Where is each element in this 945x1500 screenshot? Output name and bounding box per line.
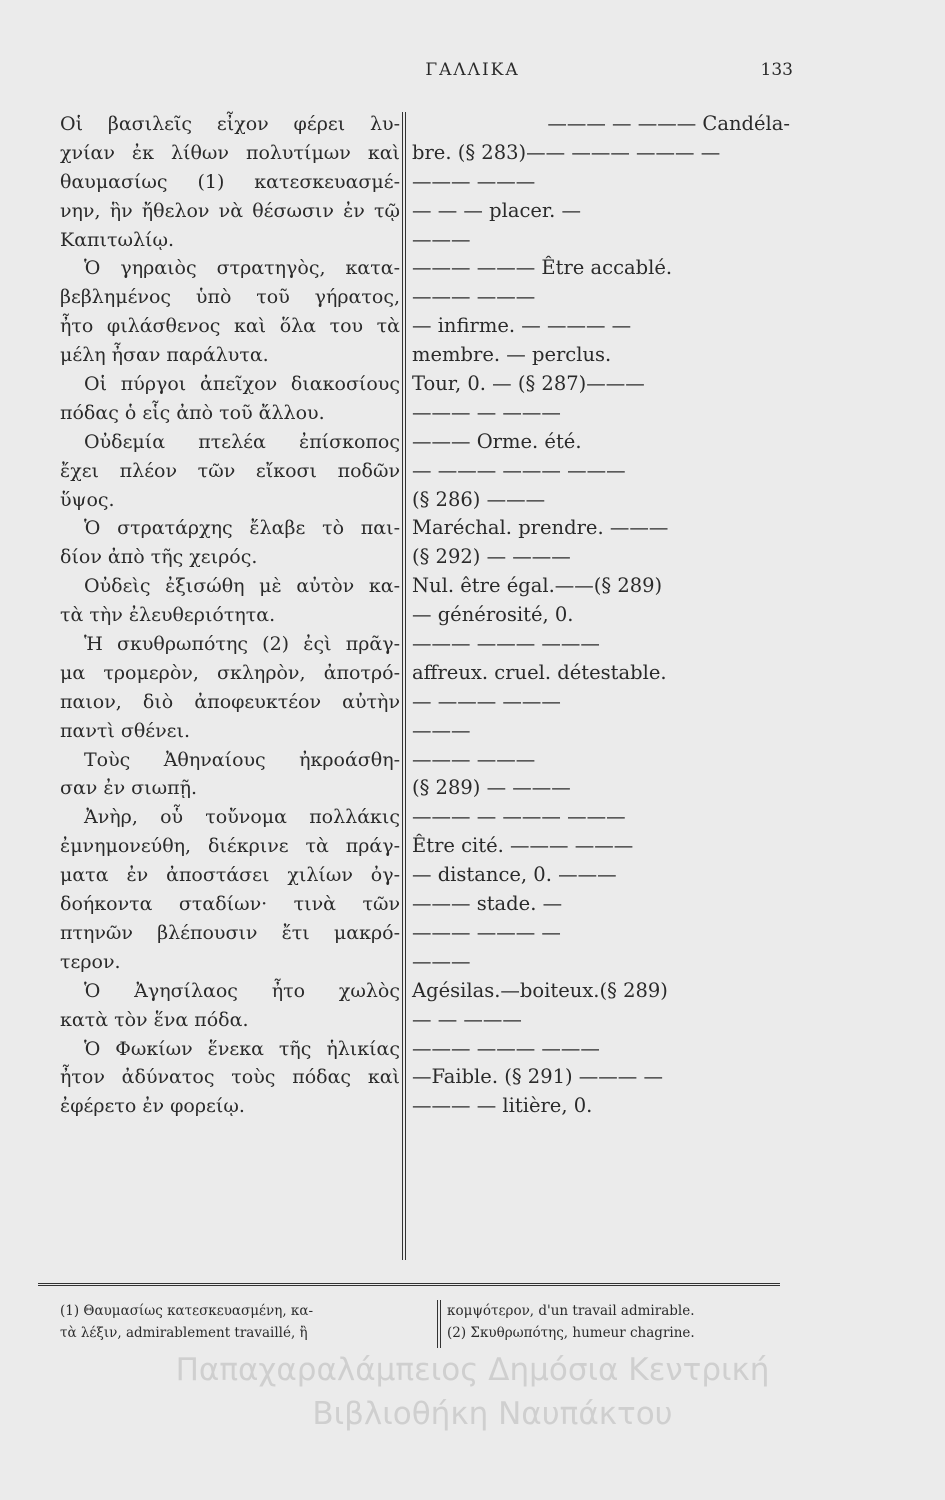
french-text-line: — ——— ——— ——— [412,458,626,482]
greek-text-line: Ὁ Φωκίων ἕνεκα τῆς ἡλικίας [84,1037,400,1060]
footnote-line: (1) Θαυμασίως κατεσκευασμένη, κα- [60,1303,314,1319]
greek-text-line: βεβλημένος ὑπὸ τοῦ γήρατος, [60,286,400,309]
greek-text-line: μα τρομερὸν, σκληρὸν, ἀποτρό- [60,661,400,684]
greek-text-line: τὰ τὴν ἐλευθεριότητα. [60,604,276,627]
french-text-line: Nul. être égal.——(§ 289) [412,574,663,598]
page-number: 133 [760,60,793,80]
french-text-line: (§ 286) ——— [412,487,546,511]
french-text-line: —Faible. (§ 291) ——— — [412,1065,664,1089]
french-text-line: ——— Orme. été. [412,429,582,453]
greek-text-line: ἐμνημονεύθη, διέκρινε τὰ πράγ- [60,835,400,858]
french-text-line: ——— — litière, 0. [412,1094,593,1118]
greek-text-line: Ἀνὴρ, οὗ τοὔνομα πολλάκις [84,806,400,829]
greek-text-line: κατὰ τὸν ἕνα πόδα. [60,1008,249,1031]
greek-text-line: Οὐδεὶς ἐξισώθη μὲ αὐτὸν κα- [84,575,400,598]
french-text-line: Maréchal. prendre. ——— [412,516,669,540]
french-text-line: ——— ——— [412,747,536,771]
greek-text-line: Καπιτωλίῳ. [60,228,174,251]
french-text-line: membre. — perclus. [412,343,612,367]
greek-text-line: δίον ἀπὸ τῆς χειρός. [60,546,258,569]
greek-text-line: χνίαν ἐκ λίθων πολυτίμων καὶ [60,141,400,164]
french-text-line: — — ——— [412,1007,522,1031]
greek-column [60,110,400,1121]
greek-text-line: ματα ἐν ἀποστάσει χιλίων ὀγ- [60,864,400,887]
french-text-line: Agésilas.—boiteux.(§ 289) [412,978,668,1002]
greek-text-line: θαυμασίως (1) κατεσκευασμέ- [60,170,400,193]
footnote-line: (2) Σκυθρωπότης, humeur chagrine. [447,1325,695,1341]
greek-text-line: Ὁ Ἀγησίλαος ἦτο χωλὸς [84,979,400,1002]
greek-text-line: νην, ἣν ἤθελον νὰ θέσωσιν ἐν τῷ [60,199,400,222]
greek-text-line: παιον, διὸ ἀποφευκτέον αὐτὴν [60,690,400,713]
footnote-line: τὰ λέξιν, admirablement travaillé, ἢ [60,1325,308,1341]
column-divider [402,112,403,1260]
french-text-line: ——— ——— ——— [412,632,600,656]
french-column [412,110,790,1121]
greek-text-line: δοήκοντα σταδίων· τινὰ τῶν [60,893,400,916]
french-text-line: — infirme. — ——— — [412,314,632,338]
footnotes-left [60,1300,432,1344]
footnote-rule [38,1283,780,1286]
greek-text-line: Ὁ στρατάρχης ἔλαβε τὸ παι- [84,517,400,540]
french-text-line: (§ 292) — ——— [412,545,571,569]
french-text-line: (§ 289) — ——— [412,776,571,800]
greek-text-line: τερον. [60,950,121,973]
french-text-line: — — — placer. — [412,198,581,222]
french-text-line: ——— ——— Être accablé. [412,256,673,280]
french-text-line: ——— [412,949,471,973]
footnotes-right [447,1300,777,1344]
greek-text-line: Ὁ γηραιὸς στρατηγὸς, κατα- [84,257,400,280]
page-header [0,60,945,90]
greek-text-line: Τοὺς Ἀθηναίους ἠκροάσθη- [84,748,400,771]
french-text-line: ——— — ——— Candéla- [547,112,790,135]
french-text-line: — distance, 0. ——— [412,863,617,887]
french-text-line: ——— — ——— [412,400,561,424]
watermark-line-2: Βιβλιοθήκη Ναυπάκτου [312,1396,673,1432]
french-text-line: ——— [412,718,471,742]
french-text-line: — générosité, 0. [412,603,574,627]
greek-text-line: Οὐδεμία πτελέα ἐπίσκοπος [84,430,400,453]
greek-text-line: Οἱ βασιλεῖς εἶχον φέρει λυ- [60,113,400,135]
greek-text-line: ὕψος. [60,488,115,511]
french-text-line: ——— — ——— ——— [412,805,626,829]
french-text-line: ——— ——— [412,169,536,193]
greek-text-line: ἔχει πλέον τῶν εἴκοσι ποδῶν [60,459,400,482]
watermark-line-1: Παπαχαραλάμπειος Δημόσια Κεντρική [175,1352,770,1388]
french-text-line: ——— ——— — [412,920,561,944]
french-text-line: ——— ——— ——— [412,1036,600,1060]
french-text-line: Être cité. ——— ——— [412,834,634,858]
greek-text-line: σαν ἐν σιωπῇ. [60,777,197,800]
french-text-line: affreux. cruel. détestable. [412,660,667,684]
greek-text-line: πόδας ὁ εἷς ἀπὸ τοῦ ἄλλου. [60,401,325,424]
greek-text-line: ἦτον ἀδύνατος τοὺς πόδας καὶ [60,1066,400,1089]
page-title: ΓΑΛΛΙΚΑ [425,60,520,80]
french-text-line: Tour, 0. — (§ 287)——— [412,372,645,396]
greek-text-line: πτηνῶν βλέπουσιν ἔτι μακρό- [60,921,400,944]
french-text-line: ——— [412,227,471,251]
greek-text-line: μέλη ἦσαν παράλυτα. [60,344,269,367]
greek-text-line: ἦτο φιλάσθενος καὶ ὅλα του τὰ [60,315,400,338]
french-text-line: — ——— ——— [412,689,561,713]
greek-text-line: Οἱ πύργοι ἀπεῖχον διακοσίους [84,373,400,396]
footnote-divider [437,1300,438,1348]
footnote-line: κομψότερον, d'un travail admirable. [447,1303,695,1319]
greek-text-line: ἐφέρετο ἐν φορείῳ. [60,1095,245,1118]
greek-text-line: Ἡ σκυθρωπότης (2) ἐςὶ πρᾶγ- [84,633,400,656]
french-text-line: ——— ——— [412,285,536,309]
greek-text-line: παντὶ σθένει. [60,719,191,742]
french-text-line: bre. (§ 283)—— ——— ——— — [412,140,721,164]
french-text-line: ——— stade. — [412,892,563,916]
